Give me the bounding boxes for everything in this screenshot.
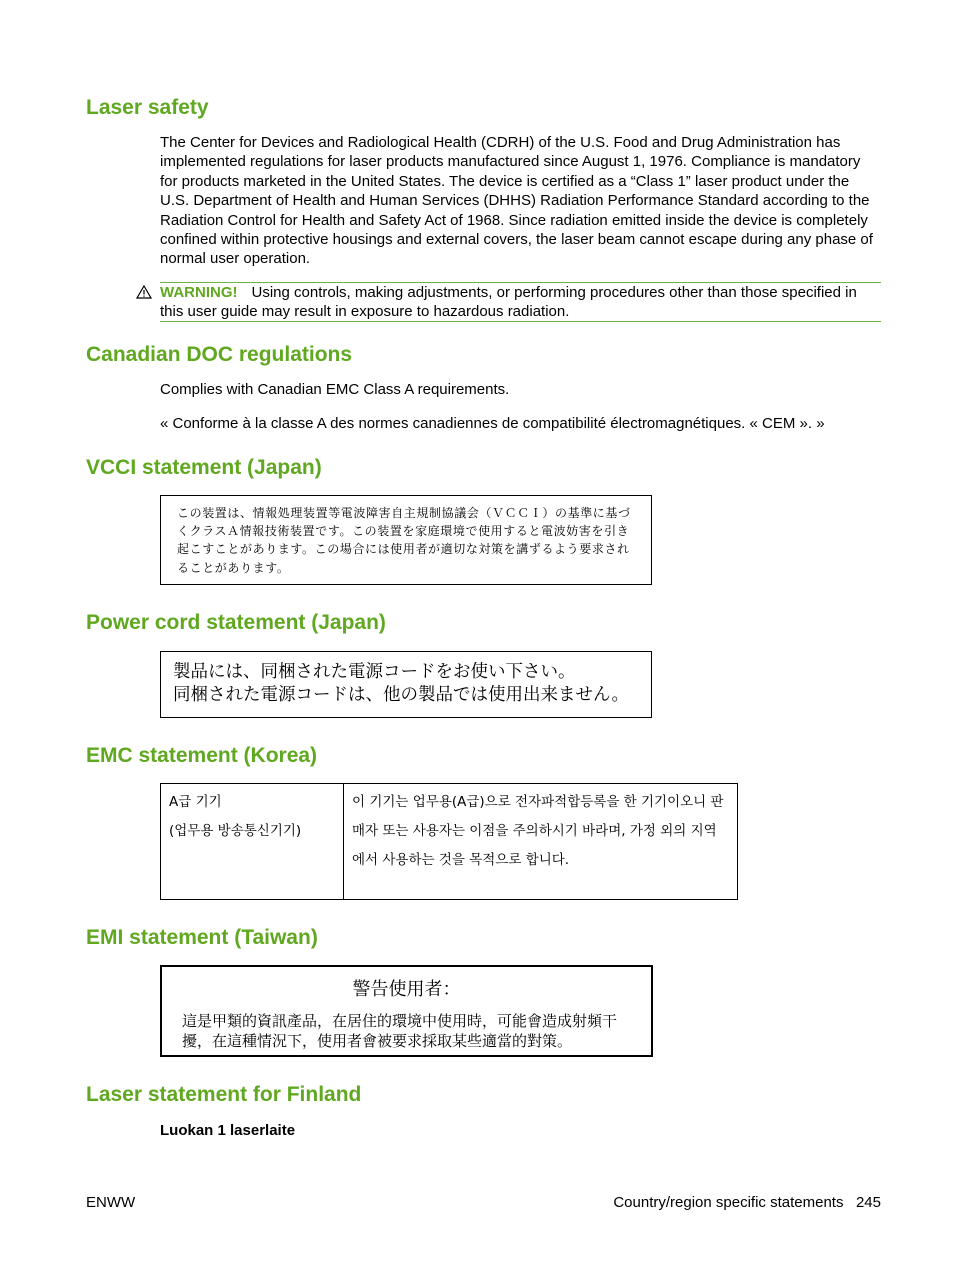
heading-vcci: VCCI statement (Japan) <box>86 456 322 479</box>
footer-section-title: Country/region specific statements <box>613 1194 844 1211</box>
heading-canadian-doc: Canadian DOC regulations <box>86 343 353 366</box>
korea-class-line1: A급 기기 <box>169 794 222 810</box>
emc-korea-table <box>160 783 738 900</box>
heading-laser-finland: Laser statement for Finland <box>86 1083 362 1106</box>
heading-power-cord: Power cord statement (Japan) <box>86 611 386 634</box>
emi-taiwan-box <box>160 965 653 1057</box>
heading-emc-korea: EMC statement (Korea) <box>86 744 318 767</box>
korea-class-line2: (업무용 방송통신기기) <box>169 823 302 839</box>
emi-title: 警告使用者： <box>352 979 461 1000</box>
warning-text: Using controls, making adjustments, or performing procedures other than those specified in this user guide may result in exposure to hazardous radiation. <box>160 284 857 321</box>
warning-label: WARNING! <box>160 284 238 301</box>
warning-text-block <box>160 283 881 322</box>
vcci-box <box>160 495 652 585</box>
canadian-doc-line2: « Conforme à la classe A des normes canadiennes de compatibilité électromagnétiques. « CEM ». » <box>160 415 825 432</box>
korea-class-cell <box>161 784 344 900</box>
emi-body: 這是甲類的資訊產品，在居住的環境中使用時，可能會造成射頻干擾，在這種情況下，使用者會被要求採取某些適當的對策。 <box>182 1012 618 1050</box>
korea-statement-cell: 이 기기는 업무용(A급)으로 전자파적합등록을 한 기기이오니 판매자 또는 사용자는 이점을 주의하시기 바라며, 가정 외의 지역에서 사용하는 것을 목적으로 합니다. <box>344 784 738 900</box>
warning-triangle-icon <box>136 285 152 299</box>
canadian-doc-line1: Complies with Canadian EMC Class A requirements. <box>160 381 510 398</box>
power-cord-box <box>160 651 652 718</box>
heading-emi-taiwan: EMI statement (Taiwan) <box>86 926 318 949</box>
power-cord-line2: 同梱された電源コードは、他の製品では使用出来ません。 <box>173 685 630 705</box>
power-cord-line1: 製品には、同梱された電源コードをお使い下さい。 <box>173 662 576 682</box>
footer-left: ENWW <box>86 1194 136 1211</box>
laser-safety-body: The Center for Devices and Radiological Health (CDRH) of the U.S. Food and Drug Administration has implemented regulations for laser products manufactured since August 1, 1976. Compliance is mandatory for products marketed in the United States. The device is certified as a “Class 1” laser product under the U.S. Department of Health and Human Services (DHHS) Radiation Performance Standard according to the Radiation Control for Health and Safety Act of 1968. Since radiation emitted inside the device is completely confined within protective housings and external covers, the laser beam cannot escape during any phase of normal user operation. <box>160 134 873 268</box>
laser-finland-subheading: Luokan 1 laserlaite <box>160 1122 296 1139</box>
footer-right <box>613 1194 881 1211</box>
vcci-text: この装置は、情報処理装置等電波障害自主規制協議会（ＶＣＣＩ）の基準に基づくクラスＡ情報技術装置です。この装置を家庭環境で使用すると電波妨害を引き起こすことがあります。この場合には使用者が適切な対策を講ずるよう要求されることがあります。 <box>177 506 631 575</box>
warning-note <box>160 282 881 322</box>
heading-laser-safety: Laser safety <box>86 96 209 119</box>
footer-page-number: 245 <box>855 1194 881 1211</box>
